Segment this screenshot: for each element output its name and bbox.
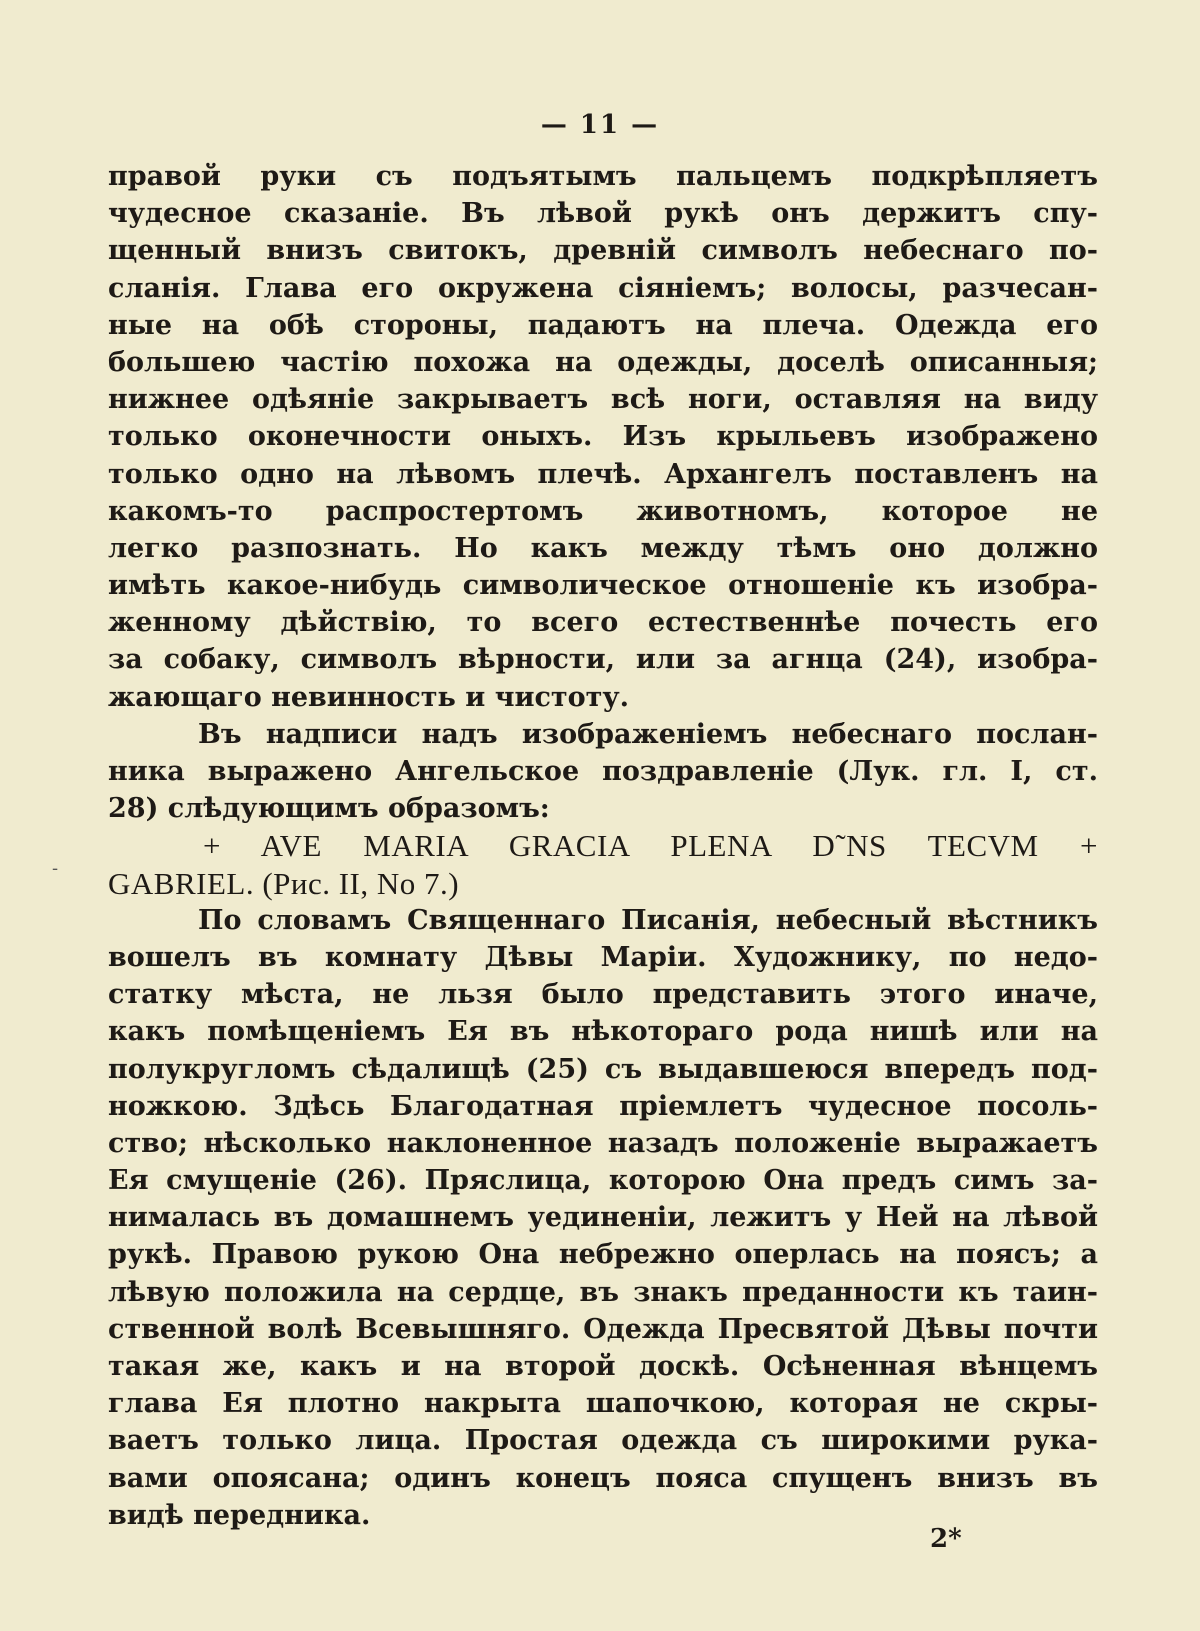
text-line: ножкою. Здѣсь Благодатная пріемлетъ чудесное посоль-	[108, 1090, 1098, 1122]
text-line: Ея смущеніе (26). Пряслица, которою Она предъ симъ за-	[108, 1165, 1098, 1197]
inscription-line: GABRIEL. (Рис. II, No 7.)	[108, 865, 460, 901]
text-line: 28) слѣдующимъ образомъ:	[108, 793, 550, 825]
page-number: — 11 —	[540, 110, 660, 140]
text-line: ваетъ только лица. Простая одежда съ широкими рука-	[108, 1425, 1098, 1457]
text-line: ство; нѣсколько наклоненное назадъ положеніе выражаетъ	[108, 1127, 1098, 1159]
text-line: статку мѣста, не льзя было представить этого иначе,	[108, 979, 1098, 1011]
text-line: большею частію похожа на одежды, доселѣ описанныя;	[108, 346, 1098, 378]
text-line: нималась въ домашнемъ уединеніи, лежитъ у Ней на лѣвой	[108, 1202, 1098, 1234]
text-line: только одно на лѣвомъ плечѣ. Архангелъ поставленъ на	[108, 458, 1098, 490]
text-line: такая же, какъ и на второй доскѣ. Осѣненная вѣнцемъ	[108, 1351, 1098, 1382]
margin-mark: -	[52, 858, 59, 879]
text-line: По словамъ Священнаго Писанія, небесный вѣстникъ	[198, 904, 1098, 936]
text-line: вошелъ въ комнату Дѣвы Маріи. Художнику, по недо-	[108, 941, 1098, 973]
text-line: имѣть какое-нибудь символическое отношеніе къ изобра-	[108, 570, 1098, 602]
text-line: чудесное сказаніе. Въ лѣвой рукѣ онъ держитъ спу-	[108, 198, 1098, 230]
text-line: только оконечности оныхъ. Изъ крыльевъ изображено	[108, 421, 1098, 453]
text-line: за собаку, символъ вѣрности, или за агнца (24), изобра-	[108, 644, 1098, 676]
body-text	[108, 158, 1098, 1534]
text-line: глава Ея плотно накрыта шапочкою, которая не скры-	[108, 1388, 1098, 1420]
text-line: лѣвую положила на сердце, въ знакъ преданности къ таин-	[108, 1276, 1098, 1308]
text-line: какъ помѣщеніемъ Ея въ нѣкотораго рода нишѣ или на	[108, 1016, 1098, 1048]
text-line: ственной волѣ Всевышняго. Одежда Пресвятой Дѣвы почти	[108, 1313, 1098, 1345]
text-line: щенный внизъ свитокъ, древній символъ небеснаго по-	[108, 235, 1098, 267]
text-line: видѣ передника.	[108, 1499, 371, 1531]
text-line: полукругломъ сѣдалищѣ (25) съ выдавшеюся впередъ под-	[108, 1053, 1098, 1085]
inscription-line: + AVE MARIA GRACIA PLENA D῀NS TECVM +	[203, 828, 1098, 864]
text-line: ные на обѣ стороны, падаютъ на плеча. Одежда его	[108, 309, 1098, 341]
text-line: рукѣ. Правою рукою Она небрежно оперлась на поясъ; а	[108, 1239, 1098, 1271]
text-line: какомъ-то распростертомъ животномъ, которое не	[108, 495, 1098, 527]
text-line: женному дѣйствію, то всего естественнѣе почесть его	[108, 607, 1098, 639]
text-line: сланія. Глава его окружена сіяніемъ; волосы, разчесан-	[108, 272, 1098, 304]
text-line: ника выражено Ангельское поздравленіе (Лук. гл. I, ст.	[108, 756, 1098, 787]
text-line: Въ надписи надъ изображеніемъ небеснаго послан-	[198, 718, 1098, 750]
signature-mark: 2*	[930, 1524, 962, 1554]
text-line: жающаго невинность и чистоту.	[108, 681, 630, 713]
text-line: легко разпознать. Но какъ между тѣмъ оно должно	[108, 532, 1098, 564]
text-line: вами опоясана; одинъ конецъ пояса спущенъ внизъ въ	[108, 1462, 1098, 1494]
text-line: нижнее одѣяніе закрываетъ всѣ ноги, оставляя на виду	[108, 384, 1098, 416]
text-line: правой руки съ подъятымъ пальцемъ подкрѣпляетъ	[108, 161, 1098, 192]
